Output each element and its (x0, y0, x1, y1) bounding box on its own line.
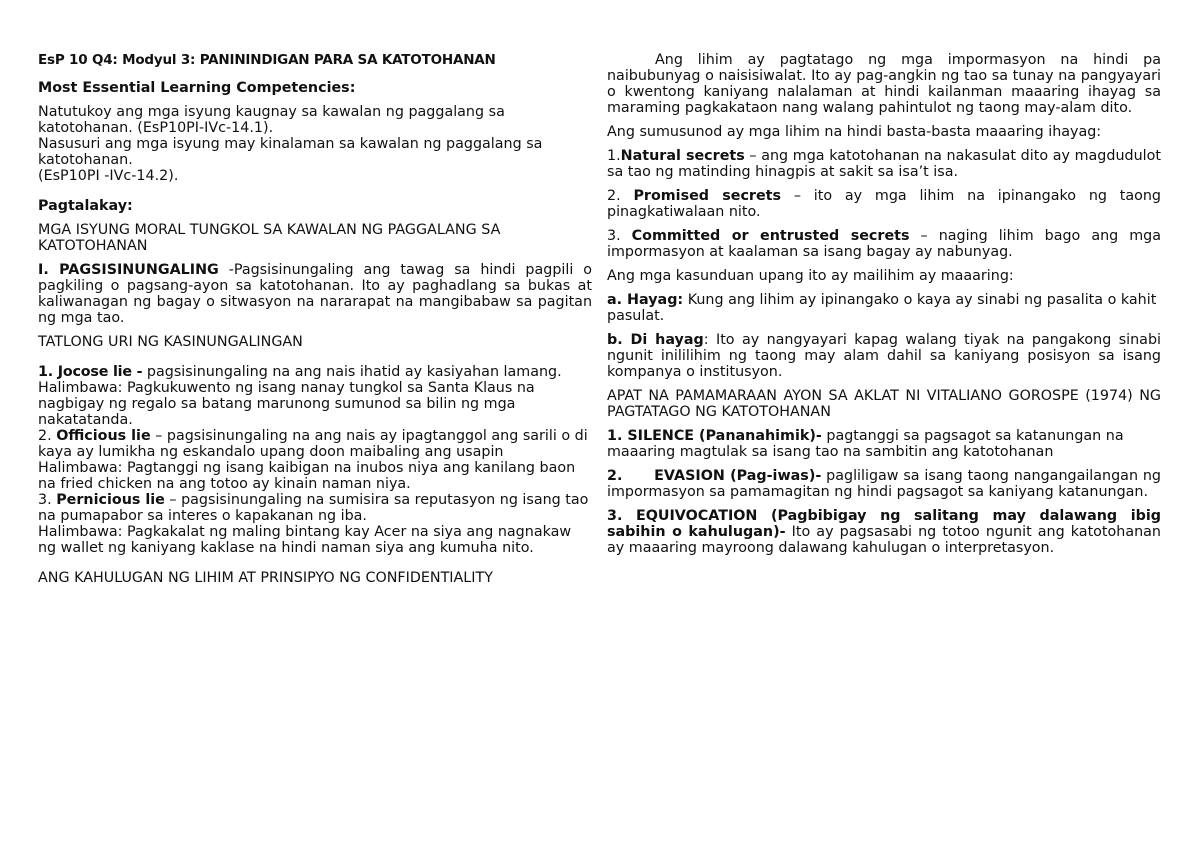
lie-type-2-term: Officious lie (56, 428, 151, 444)
melc-item-1: Natutukoy ang mga isyung kaugnay sa kawalan ng paggalang sa katotohanan. (EsP10PI-IVc-14.1). (38, 104, 505, 136)
lying-text: -Pagsisinungaling ang tawag sa hindi pagpili o pagkiling o pagsang-ayon sa katotohanan. Ito ay paghadlang sa bukas at kaliwanagan ng bagay o sitwasyon na nararapat na mangibabaw sa pagitan ng mga tao. (38, 262, 592, 326)
lie-type-3-number: 3. (38, 492, 57, 508)
method-3-text: Ito ay pagsasabi ng totoo ngunit ang katotohanan ay maaaring mayroong dalawang kahulugan o interpretasyon. (607, 524, 1161, 556)
lie-type-1-example: Halimbawa: Pagkukuwento ng isang nanay tungkol sa Santa Klaus na nagbigay ng regalo sa batang marunong sumunod sa bilin ng mga nakatatanda. (38, 380, 535, 428)
secrets-intro: Ang sumusunod ay mga lihim na hindi basta-basta maaaring ihayag: (607, 124, 1102, 140)
method-1-text: pagtanggi sa pagsagot sa katanungan na maaaring magtulak sa isang tao na sambitin ang katotohanan (607, 428, 1124, 460)
lie-type-1-text: pagsisinungaling na ang nais ihatid ay kasiyahan lamang. (142, 364, 562, 380)
lie-type-3-example: Halimbawa: Pagkakalat ng maling bintang kay Acer na siya ang nagnakaw ng wallet ng kaniyang kaklase na hindi naman siya ang kumuha nito. (38, 524, 572, 556)
lie-type-3-text: – pagsisinungaling na sumisira sa reputasyon ng isang tao na pumapabor sa interes o kapakanan ng iba. (38, 492, 589, 524)
method-3-term: 3. EQUIVOCATION (Pagbibigay ng salitang may dalawang ibig sabihin o kahulugan)- (607, 508, 1161, 540)
agreement-b-text: : Ito ay nangyayari kapag walang tiyak na pangakong sinabi ngunit inililihim ng taong may alam dahil sa kaniyang posisyon sa isang kompanya o institusyon. (607, 332, 1161, 380)
melc-heading: Most Essential Learning Competencies: (38, 80, 356, 96)
secret-type-3 (607, 228, 1161, 260)
lie-type-3 (38, 492, 592, 524)
lie-type-2-text: – pagsisinungaling na ang nais ay ipagtanggol ang sarili o di kaya ay lumikha ng eskandalo upang doon maibaling ang usapin (38, 428, 588, 460)
lying-paragraph (38, 262, 592, 326)
secret-type-1-term: Natural secrets (620, 148, 745, 164)
right-column (607, 52, 1161, 564)
melc-item-2-code: (EsP10PI -IVc-14.2). (38, 168, 179, 184)
secret-definition: Ang lihim ay pagtatago ng mga impormasyon na hindi pa naibubunyag o naisisiwalat. Ito ay pag-angkin ng tao sa tunay na pangyayari o kwentong kaniyang nalalaman at hindi kailanman maaaring ihayag sa maraming pagkakataon nang walang pahintulot ng taong may-alam dito. (607, 52, 1161, 116)
discussion-heading: Pagtalakay: (38, 198, 133, 214)
method-1 (607, 428, 1161, 460)
secret-type-3-number: 3. (607, 228, 632, 244)
types-heading: TATLONG URI NG KASINUNGALINGAN (38, 334, 303, 350)
agreement-b (607, 332, 1161, 380)
left-column (38, 52, 592, 594)
lie-type-3-term: Pernicious lie (56, 492, 165, 508)
method-1-term: 1. SILENCE (Pananahimik)- (607, 428, 822, 444)
method-2 (607, 468, 1161, 500)
lying-term: I. PAGSISINUNGALING (38, 262, 219, 278)
method-2-text: pagliligaw sa isang taong nangangailangan ng impormasyon sa pamamagitan ng hindi pagsagot sa kaniyang katanungan. (607, 468, 1161, 500)
agreement-a-term: a. Hayag: (607, 292, 684, 308)
lie-type-1-term: 1. Jocose lie - (38, 364, 143, 380)
secret-type-2-term: Promised secrets (633, 188, 782, 204)
secret-type-3-text: – naging lihim bago ang mga impormasyon at kaalaman sa isang bagay ay nabunyag. (607, 228, 1161, 260)
agreement-a (607, 292, 1161, 324)
method-3 (607, 508, 1161, 556)
section-heading-moral-issues: MGA ISYUNG MORAL TUNGKOL SA KAWALAN NG PAGGALANG SA KATOTOHANAN (38, 222, 501, 254)
secret-type-2-text: – ito ay mga lihim na ipinangako ng taong pinagkatiwalaan nito. (607, 188, 1161, 220)
agreement-a-text: Kung ang lihim ay ipinangako o kaya ay sinabi ng pasalita o kahit pasulat. (607, 292, 1157, 324)
lie-type-2-number: 2. (38, 428, 57, 444)
secret-type-1 (607, 148, 1161, 180)
secret-heading: ANG KAHULUGAN NG LIHIM AT PRINSIPYO NG CONFIDENTIALITY (38, 570, 493, 586)
secret-type-1-number: 1. (607, 148, 621, 164)
module-title: EsP 10 Q4: Modyul 3: PANININDIGAN PARA SA KATOTOHANAN (38, 52, 496, 68)
secret-type-2-number: 2. (607, 188, 634, 204)
agreement-b-term: b. Di hayag (607, 332, 704, 348)
agreement-intro: Ang mga kasunduan upang ito ay mailihim ay maaaring: (607, 268, 1014, 284)
secret-type-3-term: Committed or entrusted secrets (631, 228, 910, 244)
lie-type-1 (38, 364, 592, 380)
secret-type-1-text: – ang mga katotohanan na nakasulat dito ay magdudulot sa tao ng matinding hinagpis at sakit sa isa’t isa. (607, 148, 1161, 180)
lie-type-2-example: Halimbawa: Pagtanggi ng isang kaibigan na inubos niya ang kanilang baon na fried chicken na ang totoo ay kinain naman niya. (38, 460, 576, 492)
melc-item-2: Nasusuri ang mga isyung may kinalaman sa kawalan ng paggalang sa katotohanan. (38, 136, 543, 168)
lie-type-2 (38, 428, 592, 460)
secret-type-2 (607, 188, 1161, 220)
method-2-term: 2. EVASION (Pag-iwas)- (607, 468, 822, 484)
methods-heading: APAT NA PAMAMARAAN AYON SA AKLAT NI VITALIANO GOROSPE (1974) NG PAGTATAGO NG KATOTOHANAN (607, 388, 1161, 420)
